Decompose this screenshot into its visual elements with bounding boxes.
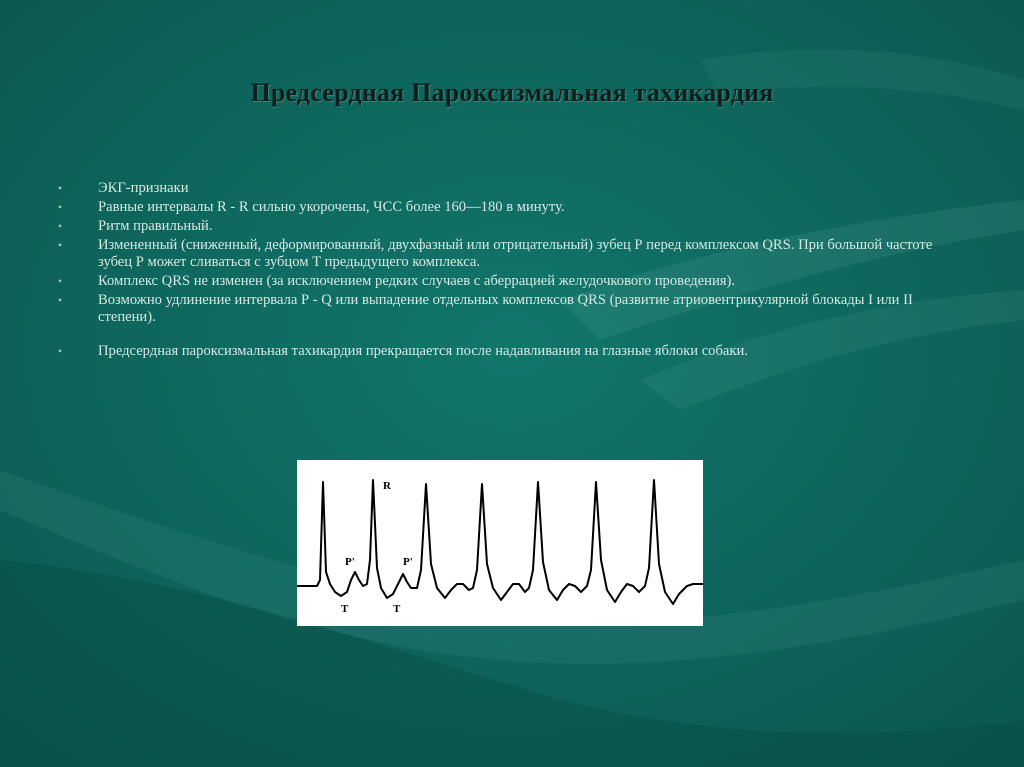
ecg-label-p: P' [403, 556, 413, 568]
slide-title: Предсердная Пароксизмальная тахикардия [250, 78, 774, 107]
bullet-item [58, 343, 958, 360]
bullet-item [58, 273, 958, 290]
bullet-icon: • [58, 200, 63, 214]
bullet-text: Возможно удлинение интервала Р - Q или выпадение отдельных комплексов QRS (развитие атриовентрикулярной блокады I или II степени). [98, 292, 913, 325]
bullet-item [58, 292, 958, 326]
bullet-text: Предсердная пароксизмальная тахикардия прекращается после надавливания на глазные яблоки собаки. [98, 343, 748, 359]
bullet-list [58, 180, 958, 362]
bullet-item [58, 237, 958, 271]
bullet-item [58, 218, 958, 235]
bullet-icon: • [58, 181, 63, 195]
bullet-icon: • [58, 219, 63, 233]
bullet-item [58, 199, 958, 216]
bullet-item [58, 180, 958, 197]
bullet-text: Ритм правильный. [98, 218, 213, 234]
ecg-label-t: T [341, 603, 349, 615]
ecg-image [297, 460, 703, 626]
bullet-icon: • [58, 344, 63, 358]
bullet-text: Комплекс QRS не изменен (за исключением редких случаев с аберрацией желудочкового проведения). [98, 273, 735, 289]
bullet-text: ЭКГ-признаки [98, 180, 189, 196]
bullet-text: Измененный (сниженный, деформированный, двухфазный или отрицательный) зубец Р перед комплексом QRS. При большой частоте зубец Р может сливаться с зубцом Т предыдущего комплекса. [98, 237, 933, 270]
bullet-icon: • [58, 293, 63, 307]
bullet-icon: • [58, 274, 63, 288]
ecg-label-p: P' [345, 556, 355, 568]
ecg-label-r: R [383, 480, 391, 492]
ecg-label-t: T [393, 603, 401, 615]
bullet-text: Равные интервалы R - R сильно укорочены, ЧСС более 160—180 в минуту. [98, 199, 565, 215]
ecg-waveform [297, 480, 703, 604]
ecg-trace [297, 460, 703, 626]
bullet-icon: • [58, 238, 63, 252]
